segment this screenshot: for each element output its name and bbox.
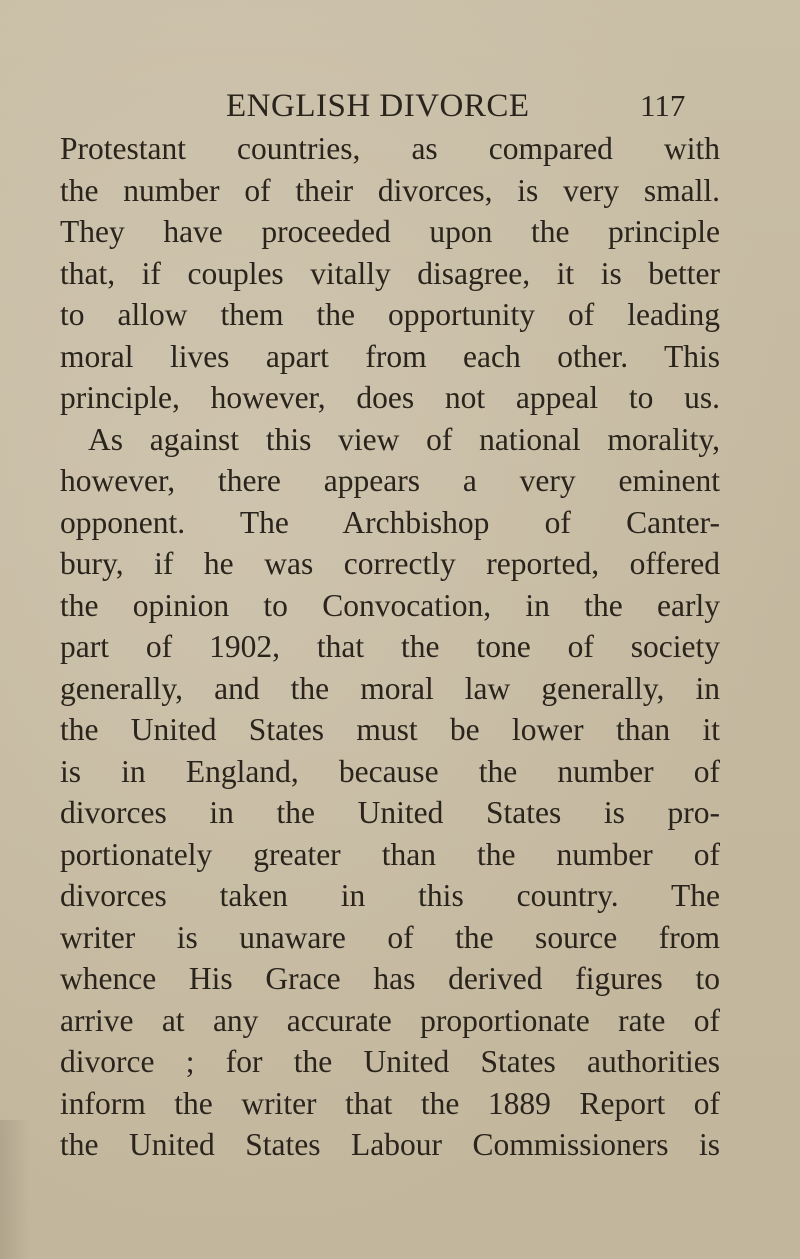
text-line: bury, if he was correctly reported, offered <box>60 546 720 581</box>
text-line: They have proceeded upon the principle <box>60 214 720 249</box>
text-line: divorces in the United States is pro- <box>60 795 720 830</box>
text-line: writer is unaware of the source from <box>60 919 720 955</box>
page-edge-shadow <box>0 1120 30 1259</box>
text-line: to allow them the opportunity of leading <box>60 297 720 332</box>
text-line: divorces taken in this country. The <box>60 878 720 913</box>
text-line: Protestant countries, as compared with <box>60 131 720 166</box>
text-line: divorce ; for the United States authorities <box>60 1044 720 1079</box>
text-line: generally, and the moral law generally, in <box>60 670 720 706</box>
body-text <box>60 128 720 1166</box>
text-line: portionately greater than the number of <box>60 836 720 872</box>
text-line: that, if couples vitally disagree, it is better <box>60 255 720 291</box>
page-number: 117 <box>640 88 686 123</box>
running-head <box>0 82 800 130</box>
text-line: inform the writer that the 1889 Report of <box>60 1085 720 1121</box>
text-line: the United States Labour Commissioners is <box>60 1127 720 1162</box>
text-line: principle, however, does not appeal to us. <box>60 380 720 415</box>
text-line: the opinion to Convocation, in the early <box>60 587 720 623</box>
running-head-title: ENGLISH DIVORCE <box>226 88 530 124</box>
text-line: whence His Grace has derived figures to <box>60 961 720 996</box>
text-line: the number of their divorces, is very small. <box>60 172 720 208</box>
text-line: moral lives apart from each other. This <box>60 338 720 374</box>
text-line: part of 1902, that the tone of society <box>60 629 720 664</box>
text-line: however, there appears a very eminent <box>60 463 720 498</box>
text-line: the United States must be lower than it <box>60 712 720 747</box>
text-line: is in England, because the number of <box>60 753 720 789</box>
text-line: opponent. The Archbishop of Canter- <box>60 504 720 540</box>
text-line: As against this view of national morality, <box>88 421 720 457</box>
text-line: arrive at any accurate proportionate rate of <box>60 1002 720 1038</box>
